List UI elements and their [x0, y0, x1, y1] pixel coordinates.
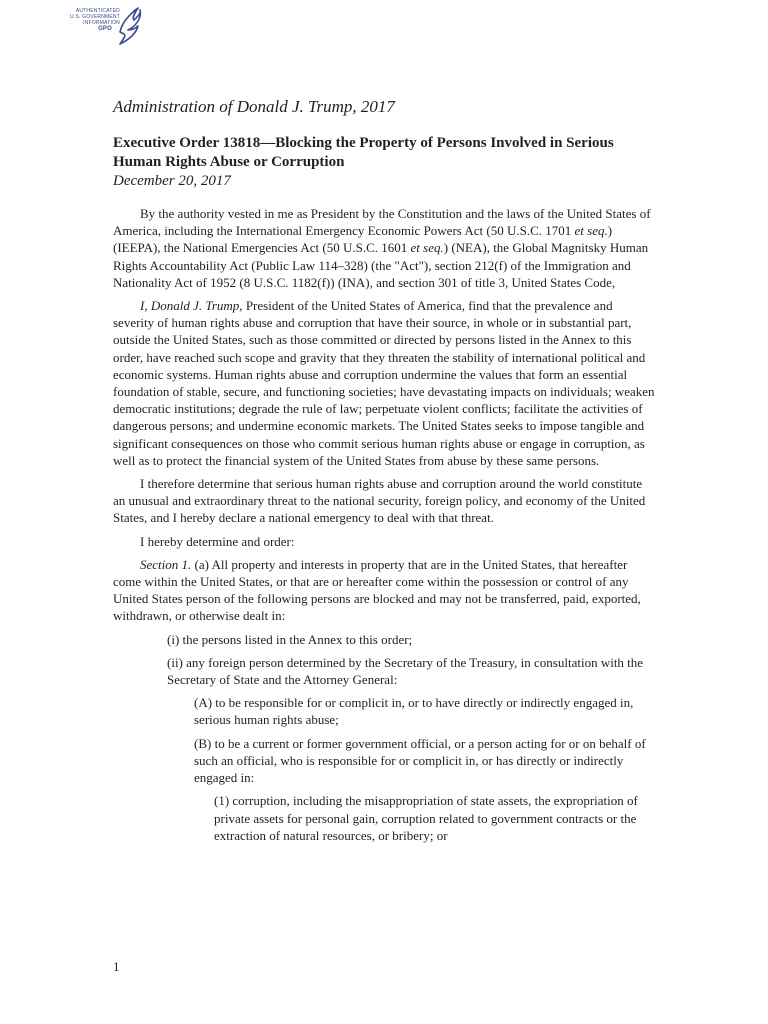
list-item-b: (B) to be a current or former government official, or a person acting for or on behalf of such an official, who is responsible for or complicit in, or has directly or indirectly engaged in: [194, 735, 646, 786]
gpo-authentication-seal [60, 4, 142, 48]
paragraph-order: I hereby determine and order: [140, 533, 295, 549]
administration-header: Administration of Donald J. Trump, 2017 [113, 97, 395, 116]
seal-line-2: U.S. GOVERNMENT [70, 14, 120, 20]
paragraph-findings [113, 297, 655, 469]
list-item-a: (A) to be responsible for or complicit in, or to have directly or indirectly engaged in, serious human rights abuse; [194, 695, 634, 728]
et-seq-1: et seq. [574, 223, 608, 239]
seal-line-4: GPO [98, 26, 112, 32]
eagle-icon [116, 4, 142, 48]
findings-text: President of the United States of America, find that the prevalence and severity of human rights abuse and corruption that have their source, in whole or in substantial part, outside the United States, such as those committed or directed by persons listed in the Annex to this order, have reached such scope and gravity that they threaten the stability of international political and economic systems. Human rights abuse and corruption undermine the values that form an essential foundation of stable, secure, and functioning societies; have devastating impacts on individuals; weaken democratic institutions; degrade the rule of law; perpetuate violent conflicts; facilitate the activities of dangerous persons; and undermine economic markets. The United States seeks to impose tangible and significant consequences on those who commit serious human rights abuse or engage in corruption, as well as to protect the financial system of the United States from abuse by these same persons. [113, 298, 655, 468]
authority-text-a: By the authority vested in me as President by the Constitution and the laws of the United States of America, including the International Emergency Economic Powers Act (50 U.S.C. 1701 [113, 206, 651, 239]
authority-text-c: ) (NEA), the Global Magnitsky Human Rights Accountability Act (Public Law 114–328) (the "Act"), section 212(f) of the Immigration and Nationality Act of 1952 (8 U.S.C. 1182(f)) (INA), and section 301 of title 3, United States Code, [113, 240, 649, 290]
paragraph-authority [113, 205, 655, 291]
et-seq-2: et seq. [410, 240, 444, 256]
authority-text-b: ) (IEEPA), the National Emergencies Act (50 U.S.C. 1601 [113, 223, 613, 256]
president-name: I, Donald J. Trump, [140, 298, 243, 314]
section-1 [113, 556, 655, 625]
list-item-i: (i) the persons listed in the Annex to this order; [167, 631, 413, 647]
seal-line-1: AUTHENTICATED [75, 8, 120, 14]
page-number: 1 [113, 959, 120, 974]
section-1-text: (a) All property and interests in property that are in the United States, that hereafter come within the United States, or that are or hereafter come within the possession or control of any United States person of the following persons are blocked and may not be transferred, paid, exported, withdrawn, or otherwise dealt in: [113, 556, 641, 624]
document-date: December 20, 2017 [113, 173, 231, 189]
list-item-1: (1) corruption, including the misappropriation of state assets, the expropriation of private assets for personal gain, corruption related to government contracts or the extraction of natural resources, or bribery; or [214, 793, 638, 843]
paragraph-emergency: I therefore determine that serious human rights abuse and corruption around the world constitute an unusual and extraordinary threat to the national security, foreign policy, and economy of the United States, and I hereby declare a national emergency to deal with that threat. [113, 476, 646, 526]
document-body [113, 96, 655, 850]
seal-text [60, 8, 120, 32]
list-item-ii: (ii) any foreign person determined by the Secretary of the Treasury, in consultation with the Secretary of State and the Attorney General: [167, 654, 644, 688]
seal-line-3: INFORMATION [83, 20, 120, 26]
document-title: Executive Order 13818—Blocking the Property of Persons Involved in Serious Human Rights Abuse or Corruption [113, 135, 614, 170]
section-1-label: Section 1. [140, 556, 192, 572]
